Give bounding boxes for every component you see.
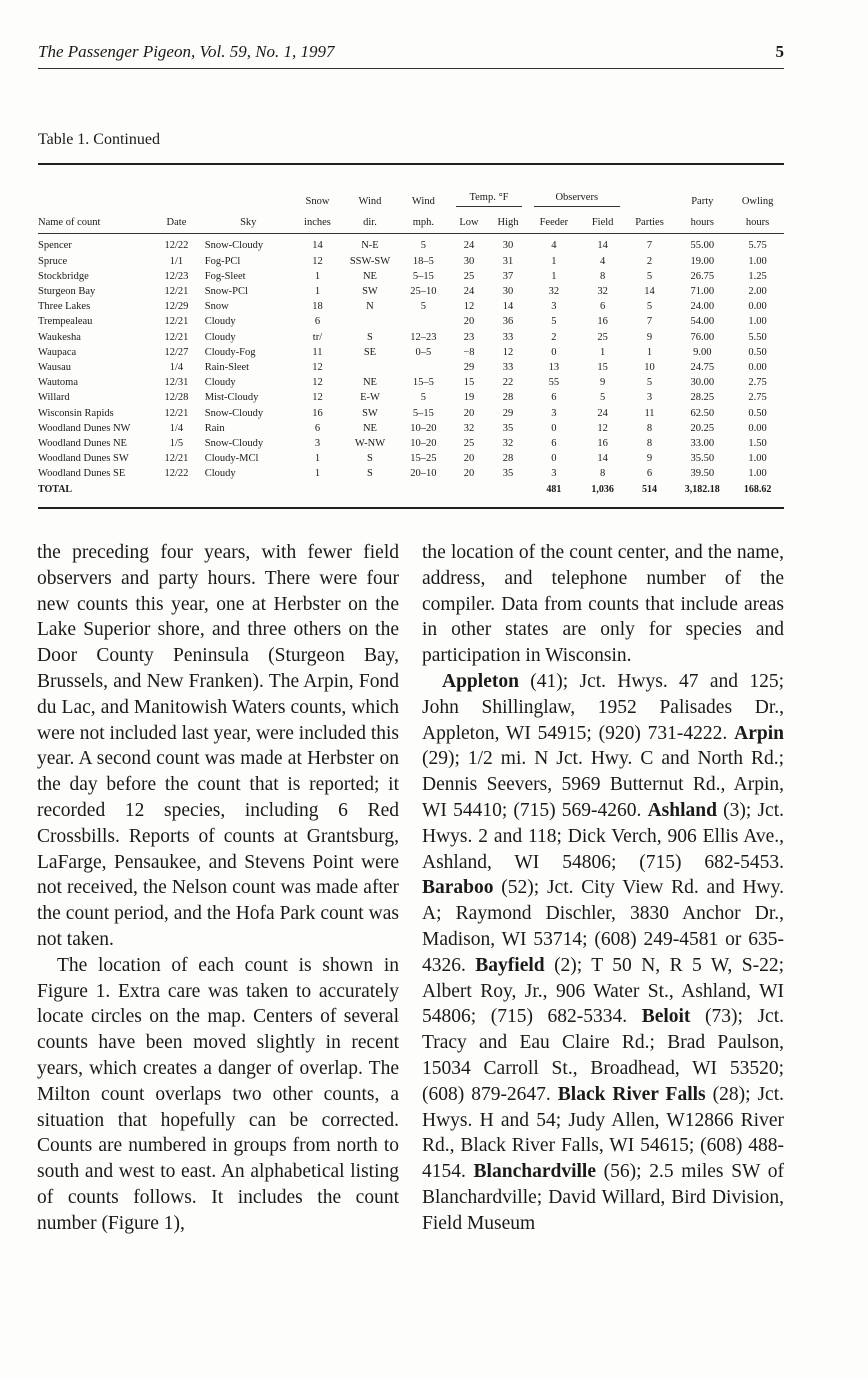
header-sky: Sky [240, 217, 257, 229]
header-wind-dir-2: dir. [363, 217, 377, 229]
cell-sky: Snow [204, 301, 229, 313]
cell-parties: 6 [646, 468, 653, 480]
cell-date: 12/21 [164, 316, 189, 328]
cell-sky: Cloudy [204, 331, 236, 343]
cell-party-hours: 19.00 [690, 255, 715, 267]
cell-temp-high: 35 [502, 422, 514, 434]
table-row [38, 466, 784, 481]
cell-wind-dir: N-E [361, 240, 379, 252]
cell-feeder: 3 [551, 301, 557, 313]
count-details: (56); 2.5 miles SW of Blanchardville; David Willard, Bird Division, Field Museum [422, 1161, 784, 1234]
cell-date: 12/22 [164, 468, 189, 480]
cell-owling-hours: 1.50 [748, 438, 767, 450]
cell-party-hours: 24.00 [690, 301, 715, 313]
total-parties: 514 [642, 483, 657, 495]
total-label: TOTAL [38, 483, 73, 495]
cell-date: 12/31 [164, 377, 189, 389]
count-name: Appleton [442, 670, 519, 692]
cell-temp-low: 24 [463, 286, 475, 298]
total-feeder: 481 [546, 483, 562, 495]
cell-temp-high: 33 [502, 331, 514, 343]
table-row [38, 451, 784, 466]
header-party-hours-2: hours [690, 217, 714, 229]
cell-name: Wisconsin Rapids [38, 407, 114, 419]
cell-temp-high: 29 [502, 407, 514, 419]
cell-wind-dir [343, 314, 397, 329]
cell-parties: 3 [646, 392, 653, 404]
cell-name: Wausau [38, 362, 71, 374]
table-body [38, 234, 784, 482]
cell-snow: 6 [314, 422, 321, 434]
cell-wind-mph: 5 [420, 301, 426, 313]
table-row [38, 284, 784, 299]
count-name: Ashland [647, 799, 717, 821]
cell-temp-high: 28 [502, 453, 514, 465]
cell-parties: 8 [646, 422, 653, 434]
cell-snow: 1 [314, 468, 321, 480]
cell-party-hours: 62.50 [690, 407, 715, 419]
header-observers-group: Observers [528, 190, 626, 209]
cell-snow: 12 [312, 255, 323, 267]
count-details: (2); T 50 N, R 5 W, S-22; Albert Roy, Jr., 906 Water St., Ashland, WI 54806; (715) 682-5334. [422, 954, 784, 1028]
header-snow-1: Snow [305, 196, 330, 207]
cell-feeder: 3 [551, 468, 557, 480]
cell-date: 1/1 [169, 255, 184, 267]
cell-wind-dir: NE [362, 377, 377, 389]
cell-temp-low: 25 [463, 270, 475, 282]
cell-party-hours: 71.00 [690, 286, 715, 298]
cell-party-hours: 26.75 [690, 270, 715, 282]
cell-name: Sturgeon Bay [38, 286, 96, 298]
header-date: Date [166, 217, 187, 229]
cell-name: Trempealeau [38, 316, 93, 328]
cell-temp-low: 32 [463, 422, 475, 434]
cell-date: 12/21 [164, 453, 189, 465]
table-row [38, 421, 784, 436]
cell-party-hours: 76.00 [690, 331, 715, 343]
cell-parties: 7 [646, 240, 653, 252]
cell-parties: 9 [646, 453, 653, 465]
cell-owling-hours: 2.75 [748, 377, 767, 389]
cell-field: 24 [597, 407, 608, 419]
cell-parties: 2 [646, 255, 653, 267]
cell-name: Spencer [38, 240, 72, 252]
cell-name: Woodland Dunes NE [38, 438, 127, 450]
cell-wind-dir: SSW-SW [349, 255, 391, 267]
cell-temp-high: 35 [502, 468, 514, 480]
cell-parties: 11 [644, 407, 655, 419]
cell-field: 14 [597, 453, 608, 465]
cell-temp-low: 30 [463, 255, 475, 267]
left-paragraph-1: the preceding four years, with fewer field observers and party hours. There were four new counts this year, one at Herbster on the Lake Superior shore, and three others on the Door County Peninsula (Sturgeon Bay, Brussels, and New Franken). The Arpin, Fond du Lac, and Manitowish Waters counts, which were not included last year, were included this year. A second count was made at Herbster on the day before the count that is reported; it recorded 12 species, including 6 Red Crossbills. Reports of counts at Grantsburg, LaFarge, Pensaukee, and Stevens Point were not received, the Nelson count was made after the count period, and the Hofa Park count was not taken. [37, 542, 400, 950]
cell-owling-hours: 1.00 [748, 255, 767, 267]
cell-field: 16 [597, 316, 608, 328]
cell-owling-hours: 0.00 [748, 422, 767, 434]
cell-wind-mph: 0–5 [415, 346, 432, 358]
cell-field: 9 [600, 377, 606, 389]
cell-temp-high: 31 [502, 255, 514, 267]
cell-owling-hours: 1.00 [748, 468, 767, 480]
cell-field: 5 [600, 392, 606, 404]
cell-name: Woodland Dunes NW [38, 422, 131, 434]
cell-feeder: 55 [548, 377, 560, 389]
cell-field: 8 [600, 468, 606, 480]
cell-field: 15 [597, 362, 608, 374]
cell-date: 12/21 [164, 407, 189, 419]
cell-sky: Rain [204, 422, 225, 434]
cell-feeder: 32 [548, 286, 560, 298]
cell-temp-high: 32 [502, 438, 514, 450]
header-temp-group: Temp. °F [450, 190, 528, 209]
journal-title: The Passenger Pigeon, Vol. 59, No. 1, 1997 [38, 42, 335, 61]
cell-temp-low: −8 [463, 346, 475, 358]
header-owling-1: Owling [741, 196, 774, 207]
cell-party-hours: 39.50 [690, 468, 715, 480]
cell-temp-low: 19 [463, 392, 475, 404]
cell-temp-high: 37 [502, 270, 514, 282]
cell-sky: Cloudy [204, 377, 236, 389]
table-row [38, 330, 784, 345]
cell-snow: 3 [314, 438, 321, 450]
cell-wind-dir: SW [362, 286, 378, 298]
cell-sky: Cloudy-MCl [204, 453, 259, 465]
table-row [38, 234, 784, 254]
total-party-hours: 3,182.18 [684, 483, 720, 495]
cell-temp-high: 28 [502, 392, 514, 404]
cell-wind-dir: NE [362, 422, 377, 434]
cell-temp-low: 24 [463, 240, 475, 252]
cell-wind-mph: 10–20 [410, 422, 437, 434]
cell-wind-mph: 5–15 [412, 270, 434, 282]
cell-snow: 1 [314, 453, 321, 465]
cell-wind-mph: 10–20 [410, 438, 437, 450]
header-wind-dir-1: Wind [358, 196, 382, 207]
table-row [38, 269, 784, 284]
cell-wind-mph: 15–25 [410, 453, 437, 465]
table-row [38, 436, 784, 451]
cell-wind-mph: 5 [420, 392, 426, 404]
header-high: High [497, 217, 519, 229]
cell-parties: 5 [646, 377, 653, 389]
cell-temp-low: 23 [463, 331, 475, 343]
cell-date: 12/22 [164, 240, 189, 252]
cell-temp-high: 30 [502, 286, 514, 298]
cell-date: 12/27 [164, 346, 189, 358]
table-top-rule [38, 163, 784, 165]
cell-sky: Cloudy [204, 316, 236, 328]
cell-name: Woodland Dunes SE [38, 468, 126, 480]
cell-name: Willard [38, 392, 70, 404]
cell-sky: Snow-Cloudy [204, 438, 264, 450]
cell-sky: Rain-Sleet [204, 362, 250, 374]
cell-owling-hours: 5.50 [748, 331, 767, 343]
cell-temp-high: 12 [502, 346, 514, 358]
cell-party-hours: 35.50 [690, 453, 715, 465]
total-owling-hours: 168.62 [743, 483, 772, 495]
cell-temp-low: 12 [463, 301, 475, 313]
table-header-row-2 [38, 209, 784, 234]
cell-snow: 14 [312, 240, 323, 252]
cell-parties: 7 [646, 316, 653, 328]
cell-wind-mph [397, 360, 450, 375]
table-bottom-rule [38, 507, 784, 509]
cell-party-hours: 33.00 [690, 438, 715, 450]
cell-temp-low: 20 [463, 468, 475, 480]
cell-name: Spruce [38, 255, 68, 267]
cell-party-hours: 28.25 [690, 392, 715, 404]
cell-snow: 1 [314, 286, 321, 298]
cell-feeder: 0 [551, 346, 557, 358]
cell-date: 12/29 [164, 301, 189, 313]
right-text-column [422, 540, 784, 1237]
cell-wind-mph: 5 [420, 240, 426, 252]
table-row [38, 254, 784, 269]
table-row [38, 345, 784, 360]
cell-wind-mph [397, 314, 450, 329]
cell-date: 12/23 [164, 270, 189, 282]
cell-field: 25 [597, 331, 608, 343]
cell-wind-mph: 15–5 [412, 377, 434, 389]
cell-sky: Fog-Sleet [204, 270, 246, 282]
cell-temp-low: 15 [463, 377, 475, 389]
cell-temp-low: 20 [463, 453, 475, 465]
cell-snow: 12 [312, 362, 323, 374]
cell-owling-hours: 1.25 [748, 270, 767, 282]
count-details: (52); Jct. City View Rd. and Hwy. A; Raymond Dischler, 3830 Anchor Dr., Madison, WI 53714; (608) 249-4581 or 635- 4326. [422, 877, 784, 976]
cell-snow: 16 [312, 407, 323, 419]
cell-parties: 9 [646, 331, 653, 343]
count-name: Beloit [641, 1006, 691, 1028]
cell-snow: 18 [312, 301, 323, 313]
cell-feeder: 1 [551, 270, 557, 282]
cell-wind-mph: 20–10 [410, 468, 437, 480]
cell-name: Wautoma [38, 377, 78, 389]
cell-date: 1/5 [169, 438, 184, 450]
count-name: Black River Falls [557, 1083, 706, 1105]
cell-sky: Mist-Cloudy [204, 392, 259, 404]
cell-wind-dir: S [367, 331, 373, 343]
cell-sky: Cloudy-Fog [204, 346, 256, 358]
right-paragraph-1: the location of the count center, and the name, address, and telephone number of the compiler. Data from counts that include areas in other states are only for species and participation in Wisconsin. [422, 542, 784, 667]
table-row [38, 375, 784, 390]
cell-owling-hours: 1.00 [748, 316, 767, 328]
cell-feeder: 4 [551, 240, 557, 252]
cell-date: 12/21 [164, 331, 189, 343]
count-details: (41); Jct. Hwys. 47 and 125; John Shillinglaw, 1952 Palisades Dr., Appleton, WI 54915; (920) 731-4222. [422, 670, 784, 744]
cell-field: 1 [600, 346, 606, 358]
cell-wind-dir: E-W [360, 392, 380, 404]
cell-name: Waukesha [38, 331, 81, 343]
header-low: Low [459, 217, 479, 229]
cell-parties: 10 [644, 362, 655, 374]
cell-temp-low: 29 [463, 362, 475, 374]
left-text-column [37, 540, 399, 1237]
header-wind-mph-2: mph. [412, 217, 435, 229]
cell-feeder: 13 [548, 362, 560, 374]
cell-field: 6 [600, 301, 606, 313]
header-party-hours-1: Party [691, 196, 714, 207]
cell-wind-mph: 12–23 [410, 331, 437, 343]
left-paragraph-2: The location of each count is shown in Figure 1. Extra care was taken to accurately locate circles on the map. Centers of several counts have been moved slightly in recent years, which creates a danger of overlap. The Milton count overlaps two other counts, a situation that hopefully can be corrected. Counts are numbered in groups from north to south and west to east. An alphabetical listing of counts follows. It includes the count number (Figure 1), [37, 954, 399, 1234]
cell-snow: tr/ [312, 331, 323, 343]
cell-wind-dir: S [367, 468, 373, 480]
cell-wind-dir: SE [363, 346, 377, 358]
cell-name: Stockbridge [38, 270, 89, 282]
cell-feeder: 0 [551, 422, 557, 434]
cell-sky: Snow-Cloudy [204, 407, 264, 419]
cell-temp-low: 20 [463, 407, 475, 419]
cell-snow: 1 [314, 270, 321, 282]
cell-parties: 5 [646, 301, 653, 313]
cell-field: 32 [597, 286, 608, 298]
cell-date: 12/21 [164, 286, 189, 298]
cell-party-hours: 9.00 [693, 346, 712, 358]
cell-wind-dir: W-NW [354, 438, 386, 450]
cell-wind-dir: NE [362, 270, 377, 282]
cell-feeder: 0 [551, 453, 557, 465]
cell-owling-hours: 0.50 [748, 407, 767, 419]
cell-party-hours: 55.00 [690, 240, 715, 252]
cell-field: 12 [597, 422, 608, 434]
header-name: Name of count [38, 217, 101, 229]
count-listing [422, 669, 784, 1237]
cell-temp-high: 36 [502, 316, 514, 328]
cell-field: 4 [600, 255, 606, 267]
cell-feeder: 6 [551, 438, 557, 450]
cell-wind-dir: S [367, 453, 373, 465]
cell-owling-hours: 2.00 [748, 286, 767, 298]
cell-parties: 14 [644, 286, 655, 298]
table-header-row-1 [38, 190, 784, 209]
header-snow-2: inches [304, 217, 331, 229]
cell-snow: 11 [312, 346, 323, 358]
count-details: (29); 1/2 mi. N Jct. Hwy. C and North Rd.; Dennis Seevers, 5969 Butternut Rd., Arpin, WI 54410; (715) 569-4260. [422, 748, 784, 821]
cell-temp-high: 30 [502, 240, 514, 252]
count-details: (28); Jct. Hwys. H and 54; Judy Allen, W12866 River Rd., Black River Falls, WI 54615; (608) 488-4154. [422, 1083, 784, 1183]
cell-name: Waupaca [38, 346, 77, 358]
count-details: (3); Jct. Hwys. 2 and 118; Dick Verch, 906 Ellis Ave., Ashland, WI 54806; (715) 682-5453. [422, 799, 784, 873]
count-details: (73); Jct. Tracy and Eau Claire Rd.; Brad Paulson, 15034 Carroll St., Broadhead, WI 53520; (608) 879-2647. [422, 1006, 784, 1105]
cell-party-hours: 20.25 [690, 422, 715, 434]
cell-name: Woodland Dunes SW [38, 453, 129, 465]
cell-temp-low: 20 [463, 316, 475, 328]
cell-name: Three Lakes [38, 301, 91, 313]
cell-snow: 12 [312, 377, 323, 389]
header-feeder: Feeder [539, 217, 569, 229]
cell-owling-hours: 0.50 [748, 346, 767, 358]
cell-party-hours: 30.00 [690, 377, 715, 389]
cell-owling-hours: 0.00 [748, 362, 767, 374]
cell-feeder: 6 [551, 392, 557, 404]
cell-sky: Snow-PCl [204, 286, 248, 298]
table-row [38, 360, 784, 375]
count-name: Arpin [734, 722, 784, 744]
count-name: Bayfield [475, 954, 545, 976]
cell-feeder: 1 [551, 255, 557, 267]
cell-snow: 12 [312, 392, 323, 404]
cell-feeder: 5 [551, 316, 557, 328]
table-row [38, 299, 784, 314]
cell-date: 1/4 [169, 362, 184, 374]
count-table [38, 190, 784, 497]
cell-party-hours: 54.00 [690, 316, 715, 328]
cell-date: 1/4 [169, 422, 184, 434]
cell-sky: Snow-Cloudy [204, 240, 264, 252]
cell-wind-dir: SW [362, 407, 378, 419]
cell-feeder: 3 [551, 407, 557, 419]
cell-sky: Fog-PCl [204, 255, 241, 267]
cell-temp-high: 22 [502, 377, 514, 389]
cell-temp-low: 25 [463, 438, 475, 450]
page-number: 5 [775, 42, 784, 61]
cell-parties: 8 [646, 438, 653, 450]
cell-field: 14 [597, 240, 608, 252]
cell-wind-mph: 25–10 [410, 286, 437, 298]
header-owling-2: hours [745, 217, 770, 229]
cell-sky: Cloudy [204, 468, 236, 480]
cell-field: 8 [600, 270, 606, 282]
cell-temp-high: 14 [502, 301, 514, 313]
cell-party-hours: 24.75 [690, 362, 715, 374]
total-field: 1,036 [591, 483, 614, 495]
cell-snow: 6 [314, 316, 321, 328]
cell-owling-hours: 0.00 [748, 301, 767, 313]
cell-owling-hours: 5.75 [748, 240, 767, 252]
header-field: Field [591, 217, 614, 229]
header-parties: Parties [635, 217, 664, 229]
cell-parties: 1 [646, 346, 653, 358]
table-row [38, 314, 784, 329]
cell-field: 16 [597, 438, 608, 450]
cell-temp-high: 33 [502, 362, 514, 374]
count-name: Baraboo [422, 877, 494, 899]
table-row [38, 406, 784, 421]
cell-parties: 5 [646, 270, 653, 282]
table-row [38, 390, 784, 405]
cell-owling-hours: 2.75 [748, 392, 767, 404]
cell-owling-hours: 1.00 [748, 453, 767, 465]
header-rule [38, 68, 784, 69]
table-total-row [38, 482, 784, 497]
count-name: Blanchardville [473, 1161, 596, 1183]
cell-wind-dir: N [366, 301, 374, 313]
cell-wind-mph: 5–15 [412, 407, 434, 419]
cell-feeder: 2 [551, 331, 557, 343]
cell-date: 12/28 [164, 392, 189, 404]
cell-wind-mph: 18–5 [412, 255, 434, 267]
running-head [38, 42, 784, 62]
table-caption: Table 1. Continued [38, 131, 160, 148]
cell-wind-dir [343, 360, 397, 375]
header-wind-mph-1: Wind [411, 196, 435, 207]
